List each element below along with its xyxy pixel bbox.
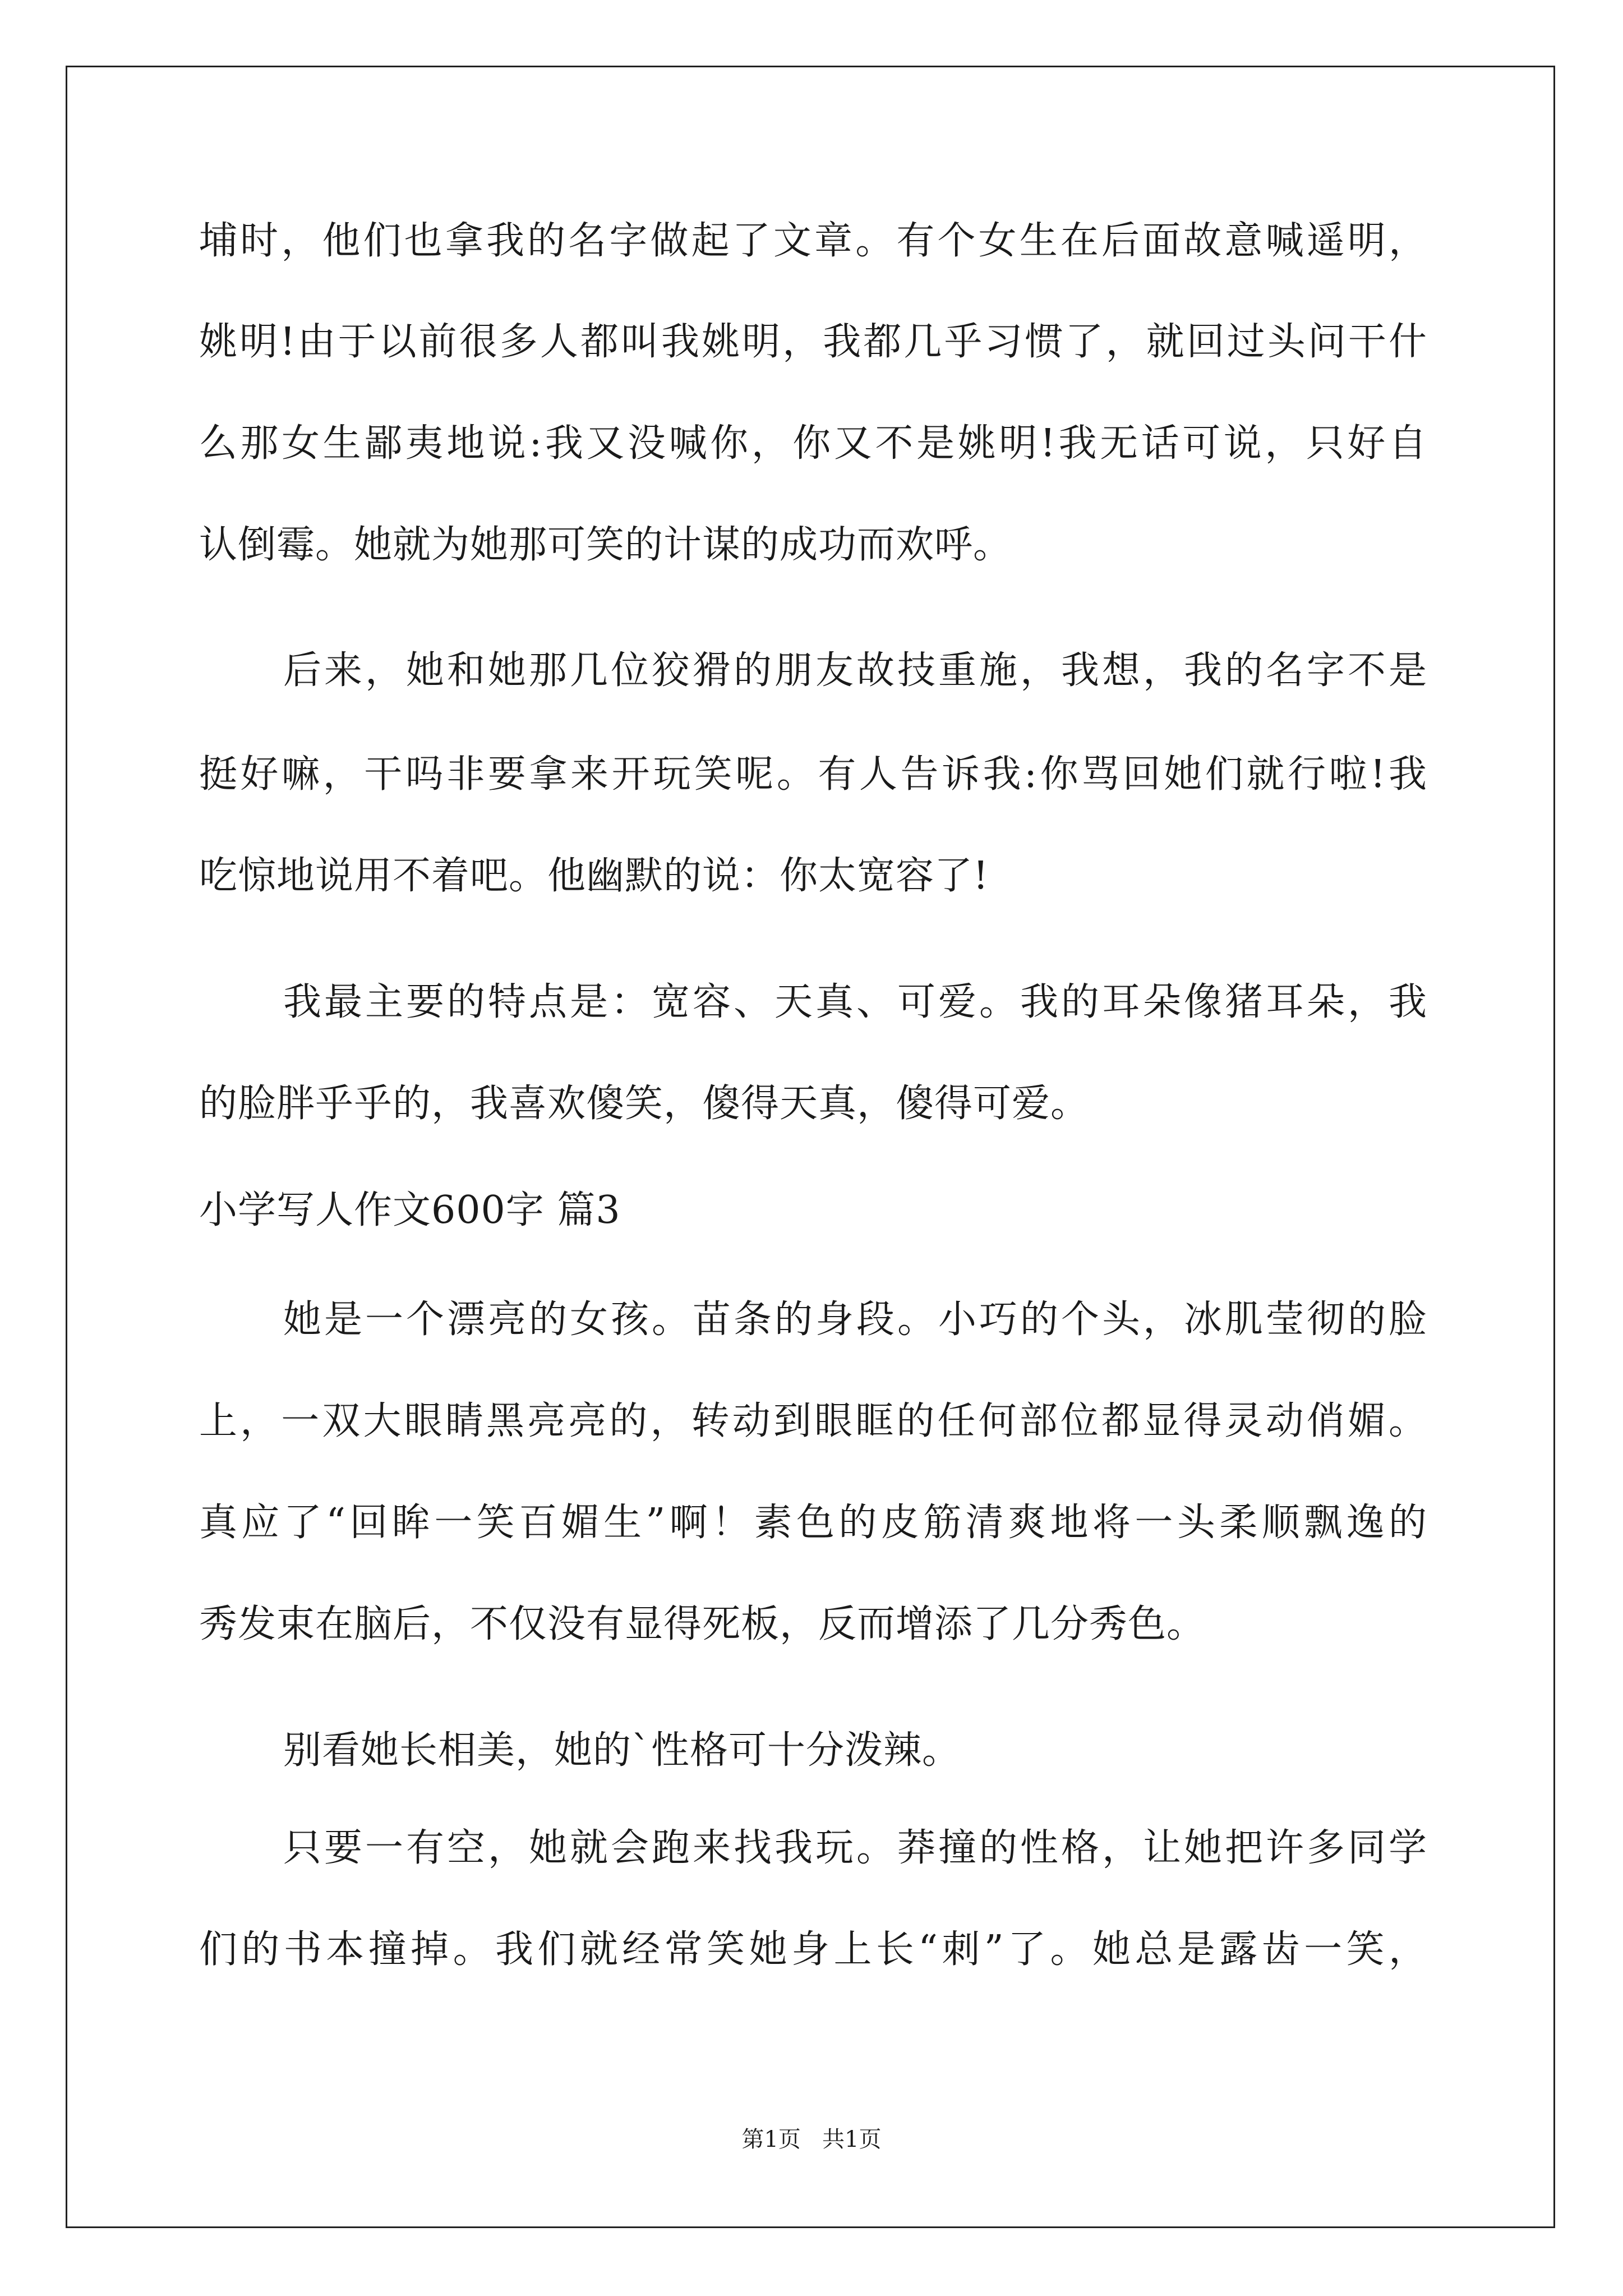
text-line: 们的书本撞掉。我们就经常笑她身上长“刺”了。她总是露齿一笑， [199,1927,1427,1972]
text-line: 真应了“回眸一笑百媚生”啊！素色的皮筋清爽地将一头柔顺飘逸的 [199,1501,1427,1545]
text-line: 挺好嘛，干吗非要拿来开玩笑呢。有人告诉我:你骂回她们就行啦!我 [199,752,1427,797]
page-number-label: 第1页 共1页 [741,2127,882,2152]
text-line: 秀发束在脑后，不仅没有显得死板，反而增添了几分秀色。 [199,1602,1206,1646]
text-line: 她是一个漂亮的女孩。苗条的身段。小巧的个头，冰肌莹彻的脸 [283,1297,1427,1342]
page-border [66,66,1555,2228]
section-heading: 小学写人作文600字 篇3 [199,1188,621,1232]
text-line: 么那女生鄙夷地说:我又没喊你，你又不是姚明!我无话可说，只好自 [199,421,1427,466]
text-line: 上，一双大眼睛黑亮亮的，转动到眼眶的任何部位都显得灵动俏媚。 [199,1399,1427,1443]
text-line: 后来，她和她那几位狡猾的朋友故技重施，我想，我的名字不是 [283,648,1427,693]
text-line: 我最主要的特点是：宽容、天真、可爱。我的耳朵像猪耳朵，我 [283,980,1427,1024]
page-footer [0,2125,1623,2154]
text-line: 的脸胖乎乎的，我喜欢傻笑，傻得天真，傻得可爱。 [199,1082,1090,1126]
text-line: 别看她长相美，她的`性格可十分泼辣。 [283,1728,961,1773]
text-line: 埔时，他们也拿我的名字做起了文章。有个女生在后面故意喊遥明， [199,219,1427,263]
text-line: 姚明!由于以前很多人都叫我姚明，我都几乎习惯了，就回过头问干什 [199,320,1427,364]
text-line: 只要一有空，她就会跑来找我玩。莽撞的性格，让她把许多同学 [283,1826,1427,1870]
text-line: 吃惊地说用不着吧。他幽默的说：你太宽容了! [199,854,989,898]
text-line: 认倒霉。她就为她那可笑的计谋的成功而欢呼。 [199,523,1012,567]
